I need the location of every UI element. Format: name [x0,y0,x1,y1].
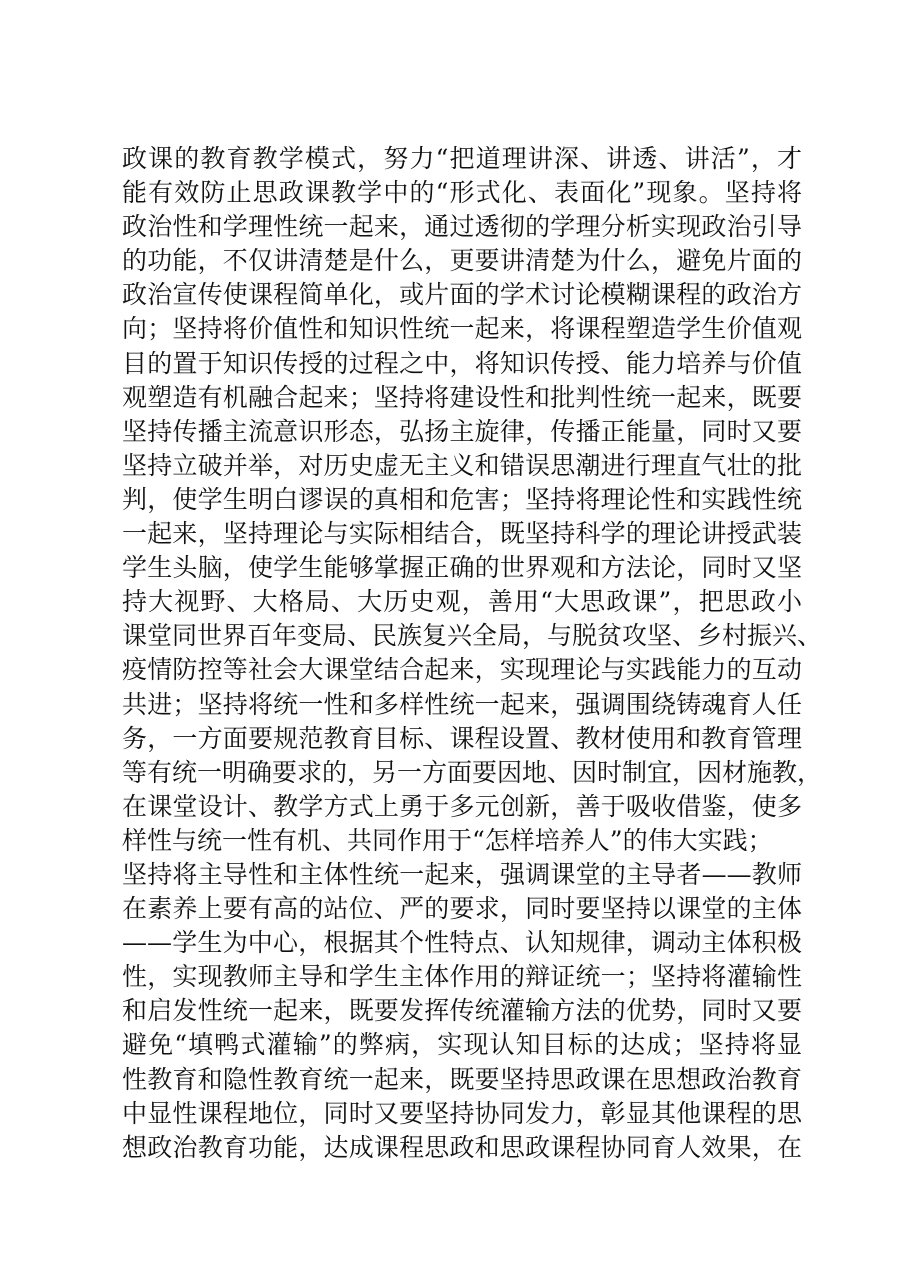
text-line-22: 坚持将主导性和主体性统一起来，强调课堂的主导者——教师 [122,859,802,889]
text-line-2: 能有效防止思政课教学中的“形式化、表面化”现象。坚持将 [122,178,802,208]
text-line-18: 务，一方面要规范教育目标、课程设置、教材使用和教育管理 [122,723,802,753]
text-line-26: 和启发性统一起来，既要发挥传统灌输方法的优势，同时又要 [122,996,802,1026]
text-line-23: 在素养上要有高的站位、严的要求，同时要坚持以课堂的主体 [122,894,802,924]
text-line-12: 一起来，坚持理论与实际相结合，既坚持科学的理论讲授武装 [122,519,802,549]
text-line-28: 性教育和隐性教育统一起来，既要坚持思政课在思想政治教育 [122,1064,802,1094]
text-line-7: 目的置于知识传授的过程之中，将知识传授、能力培养与价值 [122,348,802,378]
text-line-30: 想政治教育功能，达成课程思政和思政课程协同育人效果，在 [122,1132,802,1162]
text-line-10: 坚持立破并举，对历史虚无主义和错误思潮进行理直气壮的批 [122,450,802,480]
text-line-13: 学生头脑，使学生能够掌握正确的世界观和方法论，同时又坚 [122,553,802,583]
text-line-29: 中显性课程地位，同时又要坚持协同发力，彰显其他课程的思 [122,1098,802,1128]
text-line-8: 观塑造有机融合起来；坚持将建设性和批判性统一起来，既要 [122,382,802,412]
text-line-15: 课堂同世界百年变局、民族复兴全局，与脱贫攻坚、乡村振兴、 [122,621,823,651]
text-line-20: 在课堂设计、教学方式上勇于多元创新，善于吸收借鉴，使多 [122,791,802,821]
text-line-9: 坚持传播主流意识形态，弘扬主旋律，传播正能量，同时又要 [122,416,802,446]
text-line-24: ——学生为中心，根据其个性特点、认知规律，调动主体积极 [122,928,802,958]
text-line-16: 疫情防控等社会大课堂结合起来，实现理论与实践能力的互动 [122,655,802,685]
text-line-1: 政课的教育教学模式，努力“把道理讲深、讲透、讲活”，才 [122,144,802,173]
text-line-11: 判，使学生明白谬误的真相和危害；坚持将理论性和实践性统 [122,484,802,514]
text-line-14: 持大视野、大格局、大历史观，善用“大思政课”，把思政小 [122,587,802,617]
text-line-17: 共进；坚持将统一性和多样性统一起来，强调围绕铸魂育人任 [122,689,802,719]
text-line-6: 向；坚持将价值性和知识性统一起来，将课程塑造学生价值观 [122,314,802,344]
text-line-19: 等有统一明确要求的，另一方面要因地、因时制宜，因材施教， [122,757,823,787]
text-line-3: 政治性和学理性统一起来，通过透彻的学理分析实现政治引导 [122,212,802,242]
text-line-25: 性，实现教师主导和学生主体作用的辩证统一；坚持将灌输性 [122,962,802,992]
body-text [122,142,823,1165]
text-line-27: 避免“填鸭式灌输”的弊病，实现认知目标的达成；坚持将显 [122,1030,802,1060]
text-line-21: 样性与统一性有机、共同作用于“怎样培养人”的伟大实践； [122,825,773,855]
text-line-4: 的功能，不仅讲清楚是什么，更要讲清楚为什么，避免片面的 [122,246,802,276]
text-line-5: 政治宣传使课程简单化，或片面的学术讨论模糊课程的政治方 [122,280,802,310]
